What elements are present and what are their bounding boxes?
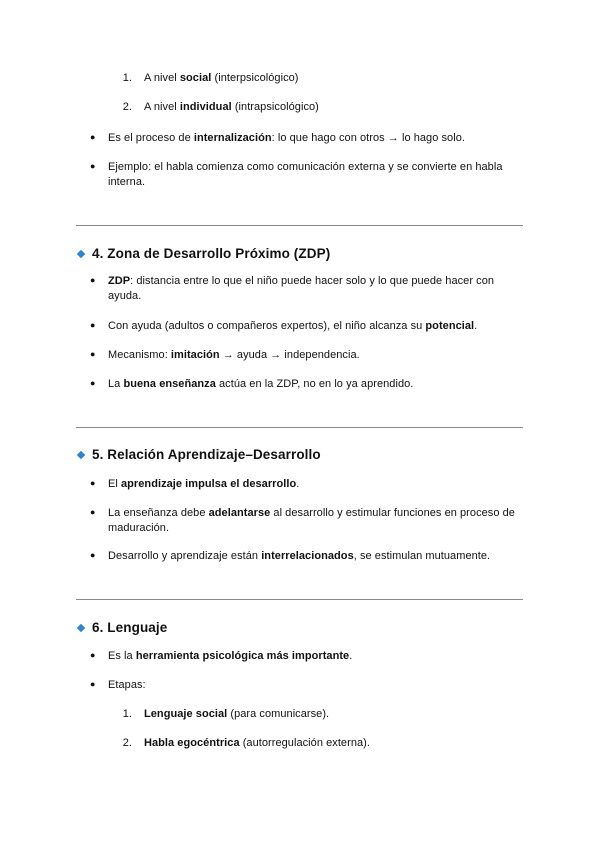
bullet-dot: ●	[90, 550, 96, 560]
list-number: 1.	[122, 72, 132, 84]
section-divider	[76, 599, 523, 600]
section-divider	[76, 427, 523, 428]
diamond-bullet-icon	[77, 451, 85, 459]
bullet-dot: ●	[90, 478, 96, 488]
diamond-bullet-icon	[77, 624, 85, 632]
list-number: 2.	[122, 101, 132, 113]
list-item: Es el proceso de internalización: lo que hago con otros → lo hago solo.	[108, 132, 465, 144]
list-number: 1.	[122, 708, 132, 720]
list-item: Mecanismo: imitación → ayuda → independencia.	[108, 349, 360, 361]
list-item: Desarrollo y aprendizaje están interrelacionados, se estimulan mutuamente.	[108, 550, 491, 562]
section-divider	[76, 225, 523, 226]
bullet-dot: ●	[90, 679, 96, 689]
list-item: ZDP: distancia entre lo que el niño puede hacer solo y lo que puede hacer con ayuda.	[108, 275, 495, 302]
list-item: La enseñanza debe adelantarse al desarrollo y estimular funciones en proceso de maduración.	[108, 507, 515, 534]
list-item: La buena enseñanza actúa en la ZDP, no en lo ya aprendido.	[108, 378, 414, 390]
bullet-dot: ●	[90, 161, 96, 171]
list-item: Etapas:	[108, 679, 146, 691]
section-heading: 6. Lenguaje	[76, 619, 167, 637]
list-number: 2.	[122, 737, 132, 749]
list-item: Es la herramienta psicológica más importante.	[108, 650, 353, 662]
list-item: Ejemplo: el habla comienza como comunicación externa y se convierte en habla interna.	[108, 161, 503, 188]
bullet-dot: ●	[90, 275, 96, 285]
section-heading: 5. Relación Aprendizaje–Desarrollo	[76, 446, 321, 464]
bullet-dot: ●	[90, 349, 96, 359]
bullet-dot: ●	[90, 378, 96, 388]
bullet-dot: ●	[90, 650, 96, 660]
bullet-dot: ●	[90, 132, 96, 142]
diamond-bullet-icon	[77, 250, 85, 258]
section-heading: 4. Zona de Desarrollo Próximo (ZDP)	[76, 245, 330, 263]
bullet-dot: ●	[90, 507, 96, 517]
list-item: Con ayuda (adultos o compañeros expertos), el niño alcanza su potencial.	[108, 320, 478, 332]
bullet-dot: ●	[90, 320, 96, 330]
list-item: El aprendizaje impulsa el desarrollo.	[108, 478, 300, 490]
